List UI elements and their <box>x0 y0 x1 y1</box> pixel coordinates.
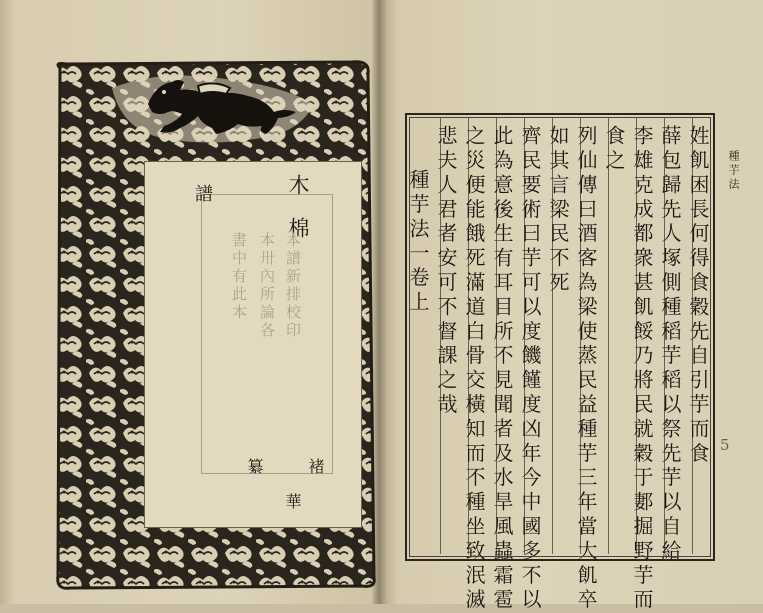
column-rule <box>692 118 693 554</box>
column-rule <box>468 118 469 554</box>
text-column-1: 姓飢困長何得食穀先自引芋而食 <box>686 125 710 467</box>
title-panel <box>144 161 362 528</box>
editor-name-char-1: 褚 <box>306 458 325 476</box>
text-column-9: 之災便能餓死滿道白骨交橫知而不種坐致泯滅 <box>462 125 486 613</box>
column-rule <box>636 118 637 554</box>
editor-name-char-2: 華 <box>283 493 302 512</box>
faint-column-2: 本卅內所論各 <box>258 232 276 340</box>
margin-title: 種芋法 <box>727 150 740 192</box>
text-column-10: 悲夫人君者安可不督課之哉 <box>434 125 458 418</box>
text-column-4: 食之 <box>602 125 626 174</box>
compiler-label: 纂 <box>245 458 264 484</box>
ornamental-frame <box>52 58 377 590</box>
text-block <box>405 113 715 613</box>
column-rule <box>664 118 665 554</box>
text-column-6: 如其言梁民不死 <box>546 125 570 296</box>
book-title-suffix: 譜 <box>192 184 213 204</box>
text-column-5: 列仙傳曰酒客為梁使蒸民益種芋三年當大飢卒 <box>574 125 598 613</box>
column-rule <box>552 118 553 554</box>
text-column-3: 李雄克成都衆甚飢餒乃將民就穀于郪掘野芋而 <box>630 125 654 613</box>
faint-column-1: 書中有此本 <box>230 232 248 322</box>
text-column-8: 此為意後生有耳目所不見聞者及水旱風蟲霜雹 <box>490 125 514 613</box>
text-column-7: 齊民要術曰芋可以度饑饉度凶年今中國多不以 <box>518 125 542 613</box>
text-column-2: 薛包歸先人塚側種稻芋稻以祭先芋以自給 <box>658 125 682 565</box>
column-rule <box>608 118 609 554</box>
faint-column-3: 本譜新排校印 <box>284 232 302 340</box>
text-column-11: 種芋法一卷上 <box>406 169 430 316</box>
column-rule <box>524 118 525 554</box>
book-title: 木棉 <box>286 174 310 260</box>
editor-name <box>281 458 327 511</box>
column-rule <box>440 118 441 554</box>
page-number: 5 <box>720 436 730 454</box>
column-rule <box>580 118 581 554</box>
column-rule <box>496 118 497 554</box>
